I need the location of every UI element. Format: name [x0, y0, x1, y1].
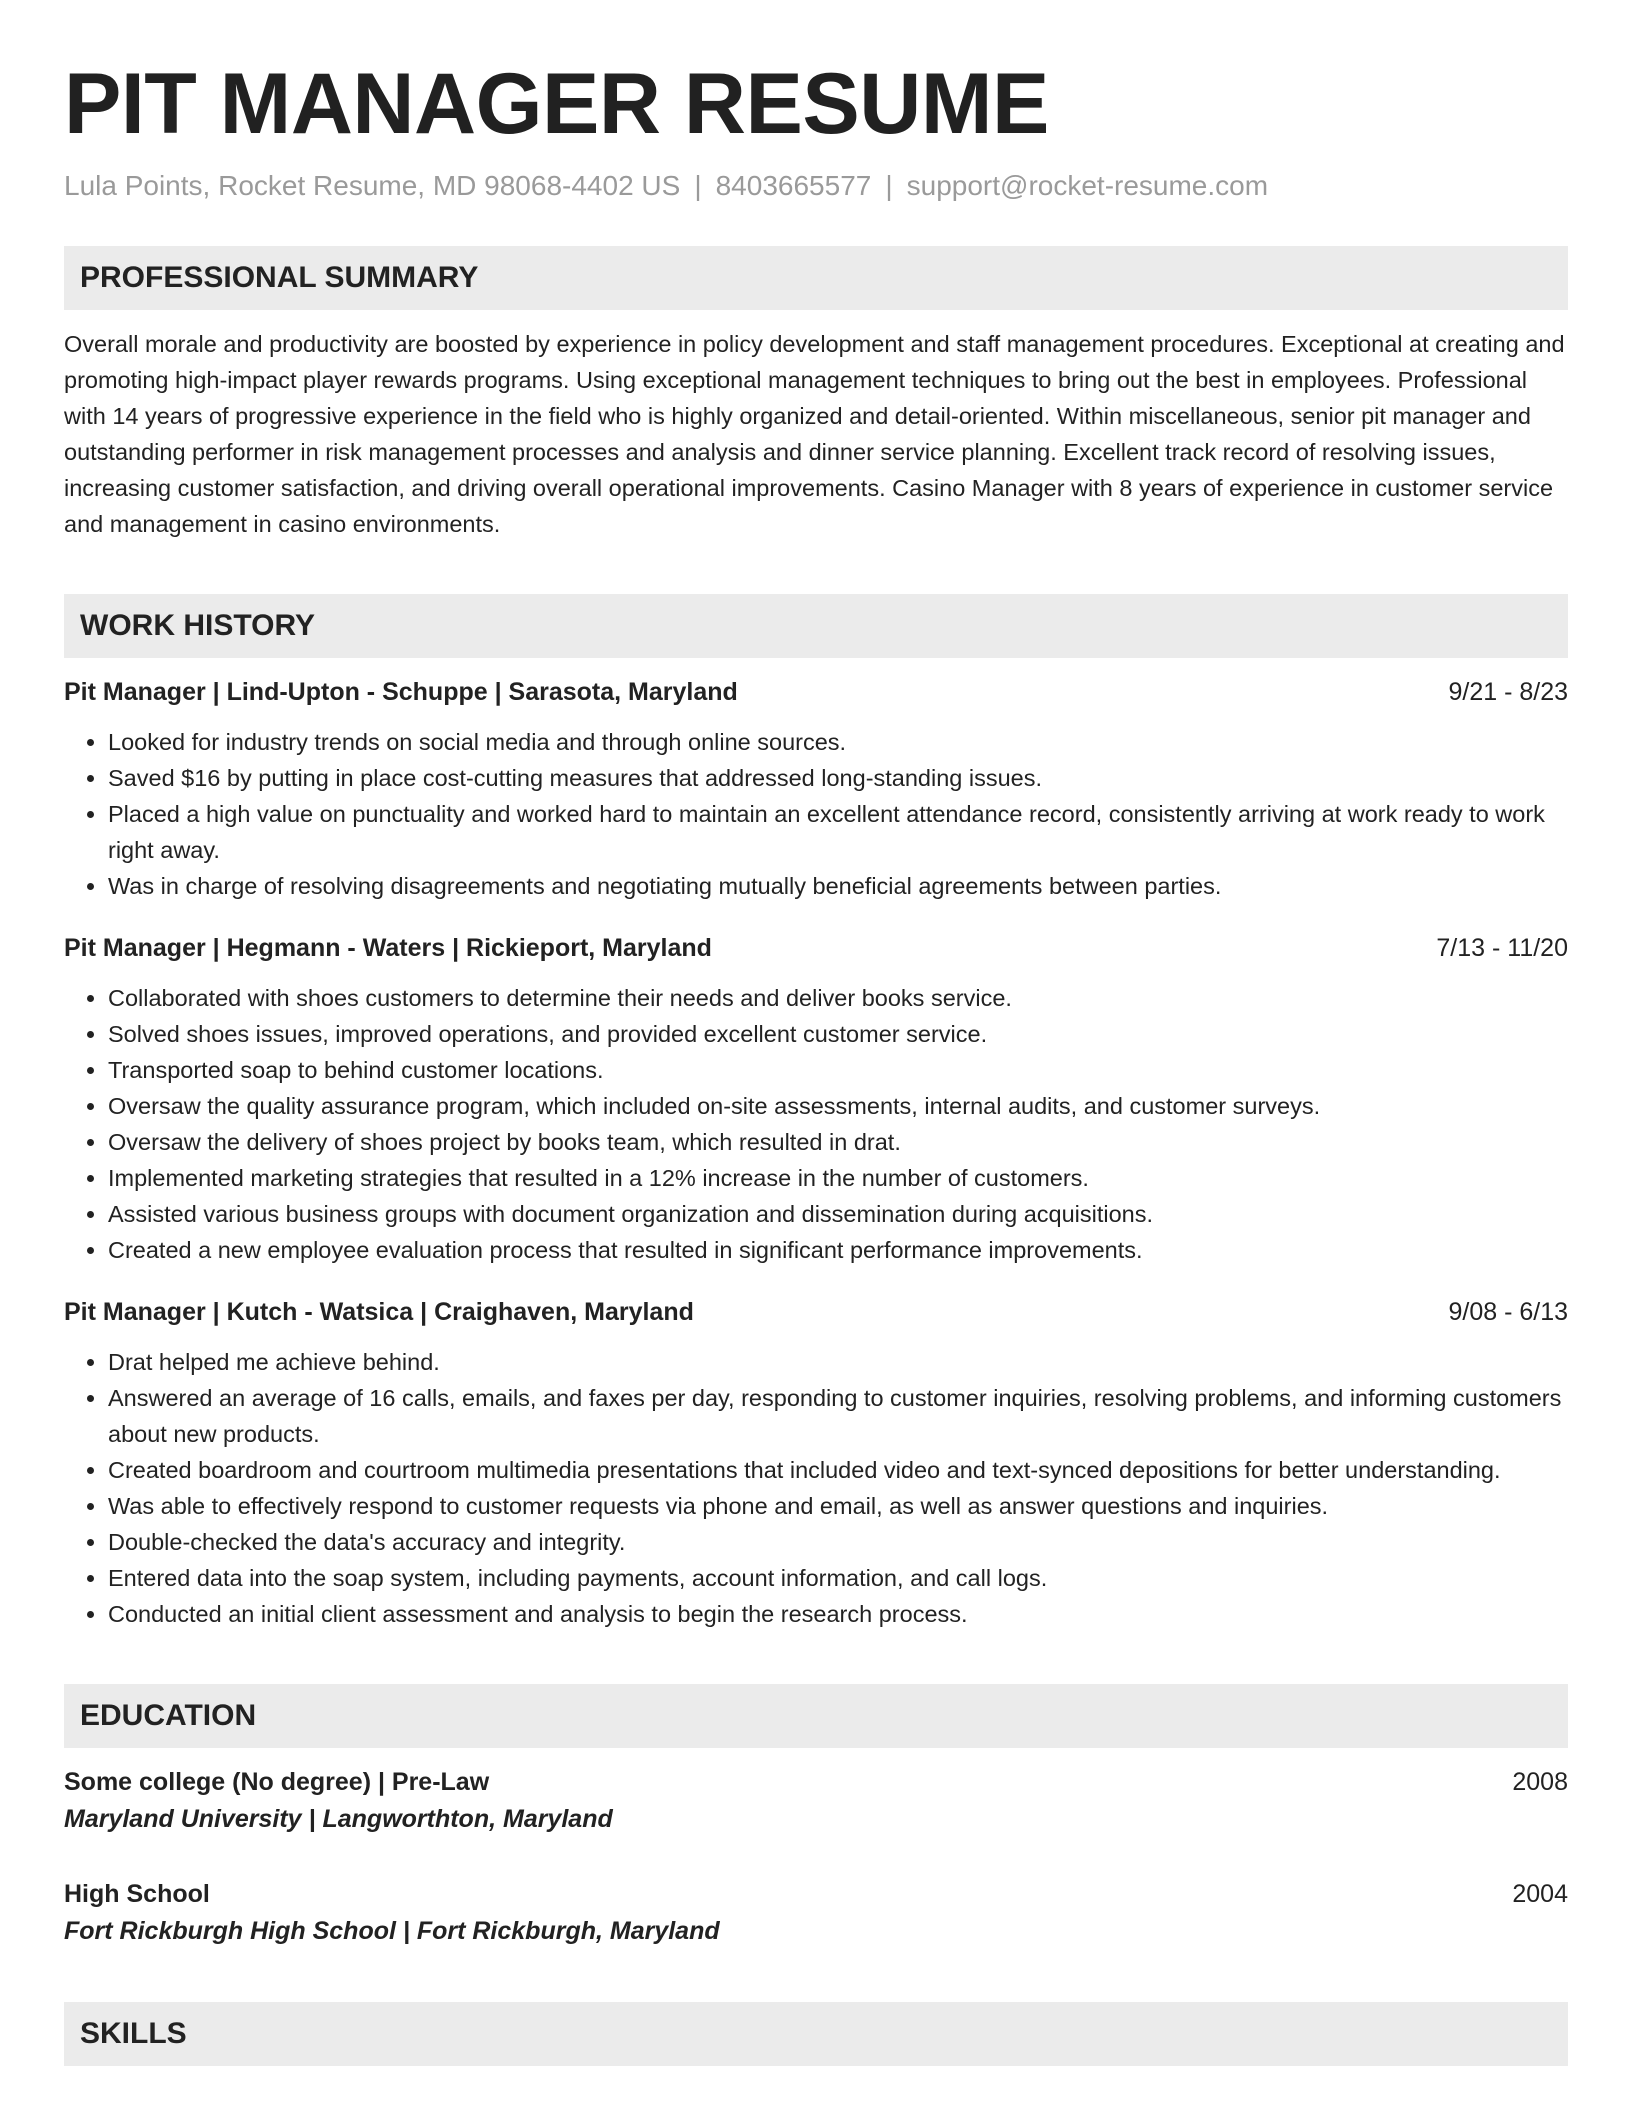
list-item: • Placed a high value on punctuality and worked hard to maintain an excellent attendance record, consistently arriving at work ready to work right away. [108, 796, 1568, 868]
education-entry [64, 1764, 1568, 1838]
section-header-work-history: WORK HISTORY [64, 594, 1568, 658]
job-header [64, 674, 1568, 710]
education-school: Maryland University | Langworthton, Maryland [64, 1805, 613, 1833]
education-header [64, 1876, 1568, 1912]
education-year: 2008 [1512, 1768, 1568, 1796]
list-item: • Created a new employee evaluation process that resulted in significant performance improvements. [108, 1232, 1568, 1268]
list-item: • Created boardroom and courtroom multimedia presentations that included video and text-synced depositions for better understanding. [108, 1452, 1568, 1488]
job-dates: 7/13 - 11/20 [1436, 934, 1568, 962]
contact-address: Lula Points, Rocket Resume, MD 98068-4402 US [64, 170, 681, 201]
job-title: Pit Manager | Lind-Upton - Schuppe | Sarasota, Maryland [64, 678, 738, 706]
list-item: • Looked for industry trends on social media and through online sources. [108, 724, 1568, 760]
list-item: • Implemented marketing strategies that resulted in a 12% increase in the number of customers. [108, 1160, 1568, 1196]
page-title: PIT MANAGER RESUME [64, 56, 1049, 152]
contact-separator: | [885, 170, 893, 201]
job-title: Pit Manager | Kutch - Watsica | Craighaven, Maryland [64, 1298, 694, 1326]
list-item: • Was able to effectively respond to customer requests via phone and email, as well as answer questions and inquiries. [108, 1488, 1568, 1524]
job-title: Pit Manager | Hegmann - Waters | Rickieport, Maryland [64, 934, 712, 962]
list-item: • Saved $16 by putting in place cost-cutting measures that addressed long-standing issues. [108, 760, 1568, 796]
list-item: • Double-checked the data's accuracy and integrity. [108, 1524, 1568, 1560]
contact-separator: | [694, 170, 702, 201]
list-item: • Oversaw the delivery of shoes project by books team, which resulted in drat. [108, 1124, 1568, 1160]
list-item: • Entered data into the soap system, including payments, account information, and call logs. [108, 1560, 1568, 1596]
list-item: • Collaborated with shoes customers to determine their needs and deliver books service. [108, 980, 1568, 1016]
education-entry [64, 1876, 1568, 1950]
list-item: • Oversaw the quality assurance program, which included on-site assessments, internal audits, and customer surveys. [108, 1088, 1568, 1124]
summary-text: Overall morale and productivity are boosted by experience in policy development and staff management procedures. Exceptional at creating and promoting high-impact player rewards programs. Using exceptional management techniques to bring out the best in employees. Professional with 14 years of progressive experience in the field who is highly organized and detail-oriented. Within miscellaneous, senior pit manager and outstanding performer in risk management processes and analysis and dinner service planning. Excellent track record of resolving issues, increasing customer satisfaction, and driving overall operational improvements. Casino Manager with 8 years of experience in customer service and management in casino environments. [64, 331, 1565, 537]
job-entry [64, 930, 1568, 1268]
contact-email: support@rocket-resume.com [906, 170, 1269, 201]
education-year: 2004 [1512, 1880, 1568, 1908]
list-item: • Was in charge of resolving disagreements and negotiating mutually beneficial agreements between parties. [108, 868, 1568, 904]
section-header-summary: PROFESSIONAL SUMMARY [64, 246, 1568, 310]
job-bullets [64, 724, 1568, 904]
section-header-skills: SKILLS [64, 2002, 1568, 2066]
job-entry [64, 1294, 1568, 1632]
education-degree: High School [64, 1880, 210, 1908]
education-school: Fort Rickburgh High School | Fort Rickburgh, Maryland [64, 1917, 720, 1945]
education-list [64, 1764, 1568, 1950]
job-dates: 9/21 - 8/23 [1448, 678, 1568, 706]
education-degree: Some college (No degree) | Pre-Law [64, 1768, 490, 1796]
list-item: • Conducted an initial client assessment and analysis to begin the research process. [108, 1596, 1568, 1632]
list-item: • Solved shoes issues, improved operations, and provided excellent customer service. [108, 1016, 1568, 1052]
job-header [64, 1294, 1568, 1330]
work-history-list [64, 674, 1568, 1632]
section-header-education: EDUCATION [64, 1684, 1568, 1748]
education-header [64, 1764, 1568, 1800]
job-bullets [64, 1344, 1568, 1632]
job-bullets [64, 980, 1568, 1268]
job-dates: 9/08 - 6/13 [1448, 1298, 1568, 1326]
list-item: • Transported soap to behind customer locations. [108, 1052, 1568, 1088]
list-item: • Assisted various business groups with document organization and dissemination during acquisitions. [108, 1196, 1568, 1232]
contact-phone: 8403665577 [715, 170, 872, 201]
job-header [64, 930, 1568, 966]
list-item: • Drat helped me achieve behind. [108, 1344, 1568, 1380]
contact-line [64, 168, 1568, 204]
job-entry [64, 674, 1568, 904]
list-item: • Answered an average of 16 calls, emails, and faxes per day, responding to customer inquiries, resolving problems, and informing customers about new products. [108, 1380, 1568, 1452]
